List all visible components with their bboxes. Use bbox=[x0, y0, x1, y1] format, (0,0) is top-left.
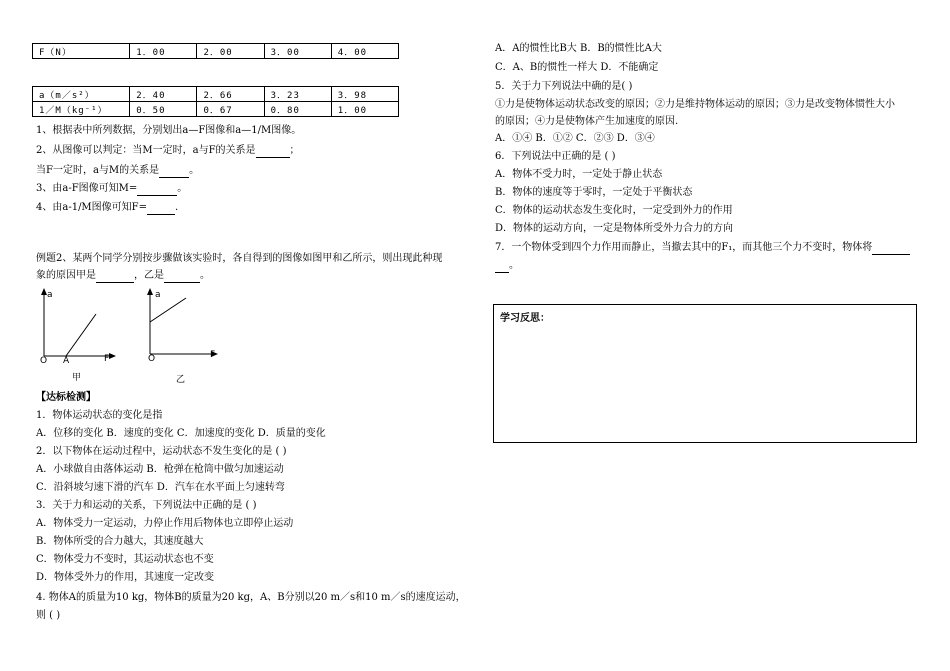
right-line-12-text: 7．一个物体受到四个力作用而静止，当撤去其中的F₁，而其他三个力不变时，物体将 bbox=[495, 242, 873, 253]
right-line-11: D．物体的运动方向，一定是物体所受外力合力的方向 bbox=[495, 223, 734, 234]
question-3 bbox=[36, 183, 187, 196]
example-2-text-a: 象的原因甲是 bbox=[36, 270, 96, 281]
answer-blank bbox=[96, 270, 134, 283]
question-2b-text: 当F一定时，a与M的关系是 bbox=[36, 165, 160, 176]
right-line-10: C．物体的运动状态发生变化时，一定受到外力的作用 bbox=[495, 205, 733, 216]
check-q2-options-ab: A．小球做自由落体运动 B．枪弹在枪筒中做匀加速运动 bbox=[36, 464, 284, 475]
check-q4-b: 则 ( ) bbox=[36, 610, 61, 621]
table-cell: 2．66 bbox=[197, 87, 264, 102]
graph-yi-caption: 乙 bbox=[176, 375, 186, 385]
example-2-text-b: ，乙是 bbox=[134, 270, 164, 281]
acceleration-table bbox=[32, 86, 399, 117]
table-row bbox=[33, 44, 399, 59]
table-cell: 1／M（kg⁻¹） bbox=[33, 102, 130, 117]
check-q3-option-b: B．物体所受的合力越大，其速度越大 bbox=[36, 536, 204, 547]
table-cell: a（m／s²） bbox=[33, 87, 130, 102]
check-q3-option-c: C．物体受力不变时，其运动状态也不变 bbox=[36, 554, 214, 565]
table-cell: 1．00 bbox=[130, 44, 197, 59]
right-line-2: C．A、B的惯性一样大 D．不能确定 bbox=[495, 62, 659, 73]
answer-blank bbox=[256, 145, 290, 158]
answer-blank bbox=[159, 165, 189, 178]
table-cell: 2．40 bbox=[130, 87, 197, 102]
check-q1-options: A．位移的变化 B．速度的变化 C．加速度的变化 D．质量的变化 bbox=[36, 428, 326, 439]
answer-blank bbox=[164, 270, 200, 283]
graph-jia-y-label: a bbox=[47, 290, 53, 300]
right-line-8: A．物体不受力时，一定处于静止状态 bbox=[495, 169, 663, 180]
question-2a-text: 2、从图像可以判定：当M一定时，a与F的关系是 bbox=[36, 145, 256, 156]
table-row bbox=[33, 87, 399, 102]
graph-jia-point-a: A bbox=[63, 356, 70, 366]
example-2-line1: 例题2、某两个同学分别按步骤做该实验时，各自得到的图像如图甲和乙所示，则出现此种现 bbox=[36, 253, 443, 264]
table-cell: 2．00 bbox=[197, 44, 264, 59]
right-line-4: ①力是使物体运动状态改变的原因；②力是维持物体运动的原因；③力是改变物体惯性大小 bbox=[495, 99, 895, 110]
question-4-text: 4、由a-1/M图像可知F= bbox=[36, 202, 147, 213]
graph-yi-x-label: F bbox=[210, 350, 216, 360]
table-cell: 3．00 bbox=[264, 44, 331, 59]
table-cell: 0．80 bbox=[264, 102, 331, 117]
right-line-7: 6．下列说法中正确的是 ( ) bbox=[495, 151, 616, 162]
example-2-text-c: 。 bbox=[200, 270, 210, 281]
force-table bbox=[32, 43, 399, 59]
graph-yi-y-arrow bbox=[147, 288, 153, 295]
question-2a bbox=[36, 145, 300, 158]
right-line-6: A．①④ B．①② C．②③ D．③④ bbox=[495, 133, 655, 144]
right-line-1: A．A的惯性比B大 B．B的惯性比A大 bbox=[495, 43, 662, 54]
answer-blank bbox=[872, 242, 910, 255]
table-cell: 3．23 bbox=[264, 87, 331, 102]
section-title: 【达标检测】 bbox=[36, 392, 96, 403]
table-cell: 1．00 bbox=[331, 102, 398, 117]
check-q3-option-d: D．物体受外力的作用，其速度一定改变 bbox=[36, 572, 215, 583]
graph-jia-x-label: F bbox=[104, 354, 110, 364]
right-line-13-end: 。 bbox=[509, 260, 519, 271]
answer-blank bbox=[147, 202, 175, 215]
check-q1: 1．物体运动状态的变化是指 bbox=[36, 410, 163, 421]
table-cell: F（N） bbox=[33, 44, 130, 59]
table-cell: 0．67 bbox=[197, 102, 264, 117]
check-q3-option-a: A．物体受力一定运动，力停止作用后物体也立即停止运动 bbox=[36, 518, 294, 529]
graph-jia-origin: O bbox=[40, 356, 48, 366]
graph-jia-x-arrow bbox=[109, 353, 116, 359]
check-q2: 2．以下物体在运动过程中，运动状态不发生变化的是 ( ) bbox=[36, 446, 287, 457]
question-4-end: . bbox=[175, 202, 179, 213]
check-q2-options-cd: C．沿斜坡匀速下滑的汽车 D．汽车在水平面上匀速转弯 bbox=[36, 482, 285, 493]
graph-yi-y-label: a bbox=[155, 290, 161, 300]
graph-yi-origin: O bbox=[148, 354, 156, 364]
question-1: 1、根据表中所列数据，分别划出a—F图像和a—1/M图像。 bbox=[36, 125, 302, 136]
question-2b-end: 。 bbox=[189, 165, 200, 176]
question-4 bbox=[36, 202, 178, 215]
right-line-5: 的原因；④力是使物体产生加速度的原因. bbox=[495, 116, 679, 127]
table-cell: 3．98 bbox=[331, 87, 398, 102]
question-3-text: 3、由a-F图像可知M= bbox=[36, 183, 138, 194]
table-cell: 0．50 bbox=[130, 102, 197, 117]
graph-yi-line bbox=[150, 298, 186, 322]
graph-jia-line bbox=[66, 314, 96, 356]
table-row bbox=[33, 102, 399, 117]
reflection-box[interactable] bbox=[493, 304, 917, 443]
answer-blank bbox=[495, 260, 509, 273]
example-2-line2 bbox=[36, 270, 210, 283]
question-2b bbox=[36, 165, 199, 178]
right-line-3: 5．关于力下列说法中确的是( ) bbox=[495, 81, 633, 92]
graph-jia bbox=[30, 284, 130, 384]
question-2a-end: ； bbox=[289, 145, 300, 156]
right-line-12 bbox=[495, 242, 910, 255]
check-q3: 3．关于力和运动的关系，下列说法中正确的是 ( ) bbox=[36, 500, 257, 511]
right-line-9: B．物体的速度等于零时，一定处于平衡状态 bbox=[495, 187, 693, 198]
reflection-title: 学习反思： bbox=[500, 313, 550, 324]
graph-jia-caption: 甲 bbox=[72, 373, 82, 383]
question-3-end: 。 bbox=[177, 183, 188, 194]
answer-blank bbox=[137, 183, 177, 196]
table-cell: 4．00 bbox=[331, 44, 398, 59]
graph-yi bbox=[136, 284, 236, 384]
right-line-13 bbox=[495, 260, 519, 273]
check-q4: 4. 物体A的质量为10 kg，物体B的质量为20 kg，A、B分别以20 m／s和10 m／s的速度运动， bbox=[36, 592, 466, 603]
